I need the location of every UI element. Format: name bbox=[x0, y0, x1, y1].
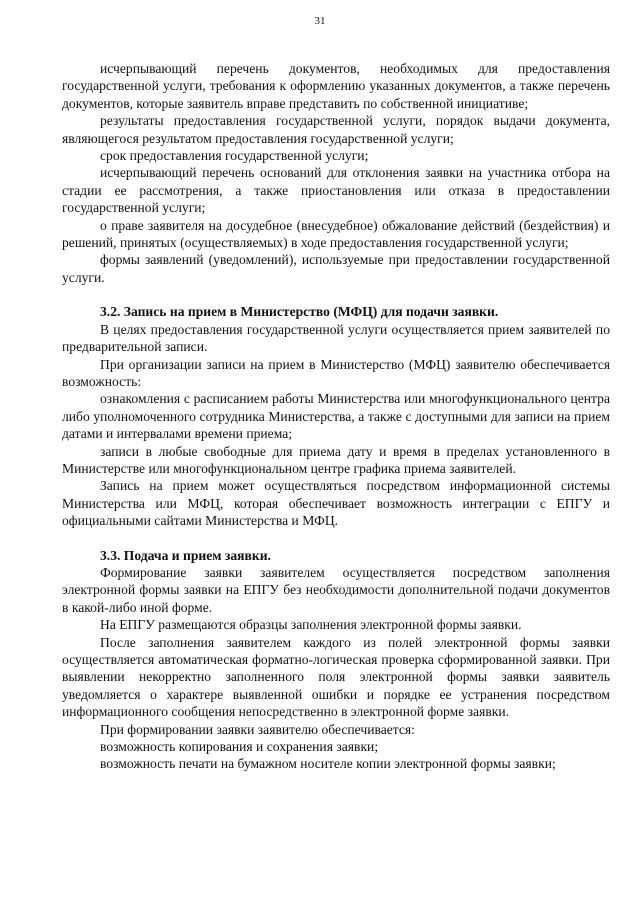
paragraph: о праве заявителя на досудебное (внесудебное) обжалование действий (бездействия) и решений, принятых (осуществляемых) в ходе предоставления государственной услуги; bbox=[62, 217, 610, 251]
paragraph: записи в любые свободные для приема дату и время в пределах установленного в Министерстве или многофункциональном центре графика приема заявителей. bbox=[62, 443, 610, 476]
paragraph: Формирование заявки заявителем осуществляется посредством заполнения электронной формы заявки на ЕПГУ без необходимости дополнительной подачи документов в какой-либо иной форме. bbox=[62, 564, 610, 615]
paragraph: возможность копирования и сохранения заявки; bbox=[100, 739, 379, 755]
paragraph: результаты предоставления государственной услуги, порядок выдачи документа, являющегося результатом предоставления государственной услуги; bbox=[62, 113, 610, 146]
paragraph: При организации записи на прием в Министерство (МФЦ) заявителю обеспечивается возможность: bbox=[62, 356, 610, 389]
paragraph: ознакомления с расписанием работы Министерства или многофункционального центра либо уполномоченного сотрудника Министерства, а также с доступными для записи на прием датами и интервалами времени приема; bbox=[62, 391, 610, 442]
paragraph: При формировании заявки заявителю обеспечивается: bbox=[100, 721, 415, 737]
paragraph: возможность печати на бумажном носителе копии электронной формы заявки; bbox=[100, 756, 556, 772]
paragraph: срок предоставления государственной услуги; bbox=[100, 148, 369, 164]
paragraph: исчерпывающий перечень оснований для отклонения заявки на участника отбора на стадии ее рассмотрения, а также приостановления или отказа в предоставлении государственной услуги; bbox=[62, 165, 610, 216]
section-heading-3-3: 3.3. Подача и прием заявки. bbox=[100, 547, 271, 563]
page-content bbox=[62, 60, 610, 773]
section-gap bbox=[62, 286, 610, 303]
paragraph: На ЕПГУ размещаются образцы заполнения электронной формы заявки. bbox=[100, 617, 522, 633]
section-heading-3-2: 3.2. Запись на прием в Министерство (МФЦ) для подачи заявки. bbox=[100, 304, 499, 320]
paragraph: После заполнения заявителем каждого из полей электронной формы заявки осуществляется автоматическая форматно-логическая проверка сформированной заявки. При выявлении некорректно заполненного поля электронной формы заявки заявитель уведомляется о характере выявленной ошибки и порядке ее устранения посредством информационного сообщения непосредственно в электронной форме заявки. bbox=[62, 634, 610, 720]
paragraph: исчерпывающий перечень документов, необходимых для предоставления государственной услуги, требования к оформлению указанных документов, а также перечень документов, которые заявитель вправе представить по собственной инициативе; bbox=[62, 61, 610, 111]
paragraph: Запись на прием может осуществляться посредством информационной системы Министерства или МФЦ, которая обеспечивает возможность интеграции с ЕПГУ и официальными сайтами Министерства и МФЦ. bbox=[62, 478, 610, 529]
page-number: 31 bbox=[314, 15, 326, 27]
paragraph: формы заявлений (уведомлений), используемые при предоставлении государственной услуги. bbox=[62, 252, 610, 285]
paragraph: В целях предоставления государственной услуги осуществляется прием заявителей по предварительной записи. bbox=[62, 321, 610, 355]
section-gap bbox=[62, 530, 610, 547]
